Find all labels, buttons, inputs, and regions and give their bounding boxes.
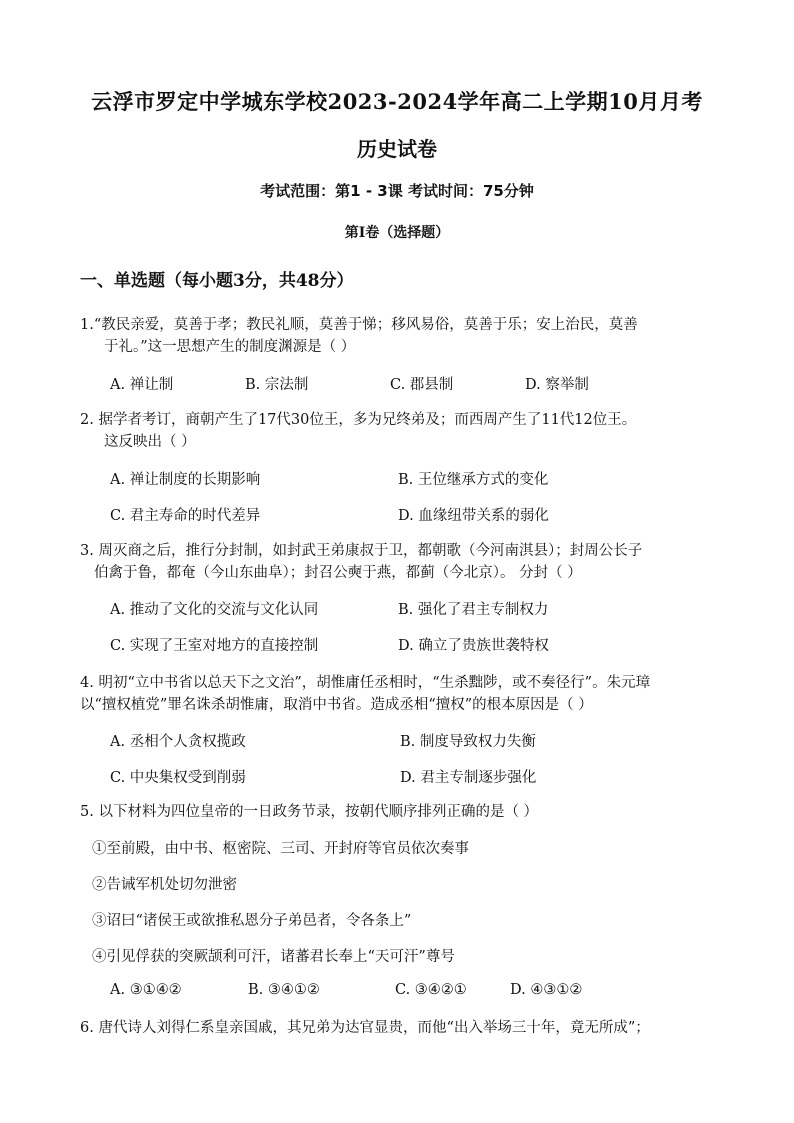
option-d[interactable]: D. 血缘纽带关系的弱化 [398, 508, 549, 524]
question-1 [80, 314, 720, 358]
question-2-options-row1 [110, 468, 730, 490]
question-text: 5. 以下材料为四位皇帝的一日政务节录，按朝代顺序排列正确的是（ ） [80, 804, 539, 820]
question-4 [80, 672, 720, 716]
question-2-options-row2 [110, 504, 730, 526]
volume-heading: 第I卷（选择题） [344, 225, 450, 241]
material-item-2: ②告诫军机处切勿泄密 [92, 877, 237, 893]
option-d[interactable]: D. 君主专制逐步强化 [400, 770, 537, 786]
option-b[interactable]: B. 王位继承方式的变化 [398, 472, 549, 488]
section-heading: 一、单选题（每小题3分，共48分） [80, 271, 354, 291]
question-text: 3. 周灭商之后，推行分封制，如封武王弟康叔于卫，都朝歌（今河南淇县）；封周公长子 [80, 543, 643, 559]
question-5 [80, 801, 720, 823]
exam-subtitle: 历史试卷 [357, 137, 437, 161]
question-text-continued: 以“擅权植党”罪名诛杀胡惟庸，取消中书省。造成丞相“擅权”的根本原因是（ ） [80, 697, 593, 713]
question-text-continued: 伯禽于鲁，都奄（今山东曲阜）；封召公奭于燕，都蓟（今北京）。 分封（ ） [94, 565, 582, 581]
option-a[interactable]: A. ③①④② [110, 982, 182, 998]
option-a[interactable]: A. 丞相个人贪权揽政 [110, 734, 246, 750]
question-3-options-row2 [110, 634, 730, 656]
question-5-options [110, 982, 730, 1004]
material-item-4: ④引见俘获的突厥颉利可汗，诸蕃君长奉上“天可汗”尊号 [92, 949, 455, 965]
option-d[interactable]: D. 确立了贵族世袭特权 [398, 638, 549, 654]
exam-scope: 考试范围：第1 - 3课 考试时间：75分钟 [260, 182, 534, 200]
option-c[interactable]: C. 实现了王室对地方的直接控制 [110, 638, 319, 654]
option-b[interactable]: B. 强化了君主专制权力 [398, 602, 549, 618]
question-6 [80, 1017, 730, 1039]
material-item-1: ①至前殿，由中书、枢密院、三司、开封府等官员依次奏事 [92, 841, 469, 857]
option-c[interactable]: C. 君主寿命的时代差异 [110, 508, 261, 524]
option-d[interactable]: D. 察举制 [525, 377, 589, 393]
question-2 [80, 409, 720, 453]
option-b[interactable]: B. 制度导致权力失衡 [400, 734, 536, 750]
question-text: 1.“教民亲爱，莫善于孝；教民礼顺，莫善于悌；移风易俗，莫善于乐；安上治民，莫善 [80, 317, 638, 333]
option-a[interactable]: A. 推动了文化的交流与文化认同 [110, 602, 319, 618]
question-4-options-row1 [110, 730, 730, 752]
material-item-3: ③诏曰“诸侯王或欲推私恩分子弟邑者，令各条上” [92, 913, 412, 929]
question-4-options-row2 [110, 766, 730, 788]
option-c[interactable]: C. ③④②① [395, 982, 467, 998]
exam-title: 云浮市罗定中学城东学校2023-2024学年高二上学期10月月考 [91, 89, 703, 114]
question-text: 2. 据学者考订，商朝产生了17代30位王，多为兄终弟及；而西周产生了11代12位王。 [80, 412, 637, 428]
question-text: 6. 唐代诗人刘得仁系皇亲国戚，其兄弟为达官显贵，而他“出入举场三十年，竟无所成”； [80, 1020, 650, 1036]
question-3 [80, 540, 720, 584]
question-1-options [110, 373, 730, 395]
question-text-continued: 于礼。”这一思想产生的制度渊源是（ ） [104, 339, 356, 355]
question-text-continued: 这反映出（ ） [104, 434, 196, 450]
option-a[interactable]: A. 禅让制度的长期影响 [110, 472, 261, 488]
option-b[interactable]: B. 宗法制 [245, 377, 309, 393]
option-a[interactable]: A. 禅让制 [110, 377, 174, 393]
option-d[interactable]: D. ④③①② [510, 982, 583, 998]
option-c[interactable]: C. 中央集权受到削弱 [110, 770, 246, 786]
question-text: 4. 明初“立中书省以总天下之文治”，胡惟庸任丞相时，“生杀黜陟，或不奏径行”。朱元璋 [80, 675, 651, 691]
option-b[interactable]: B. ③④①② [248, 982, 320, 998]
question-3-options-row1 [110, 598, 730, 620]
option-c[interactable]: C. 郡县制 [390, 377, 454, 393]
